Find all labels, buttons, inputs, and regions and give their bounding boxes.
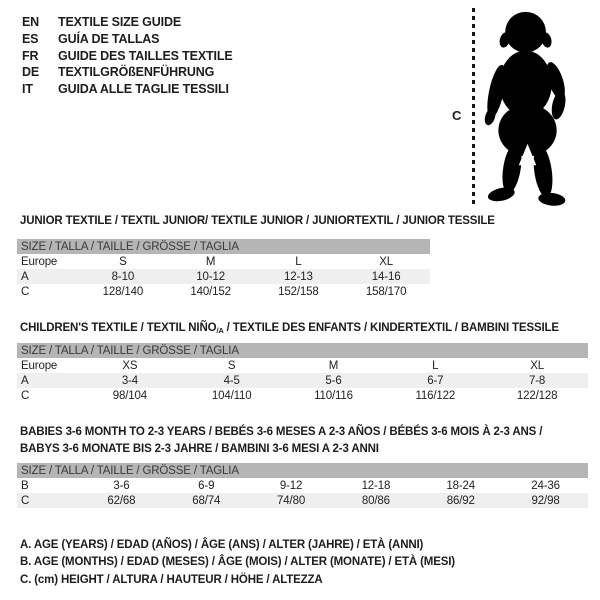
language-code: ES xyxy=(22,32,39,47)
table-cell: L xyxy=(295,255,302,268)
table-cell: 7-8 xyxy=(486,373,588,388)
table-row xyxy=(17,373,588,388)
children-size-table xyxy=(17,343,588,403)
legend-footnotes xyxy=(20,537,455,589)
babies-size-table xyxy=(17,463,588,508)
row-label: B xyxy=(21,479,29,492)
table-cell: 110/116 xyxy=(314,389,353,402)
language-code: DE xyxy=(22,65,40,80)
children-title-subscript: /A xyxy=(216,326,224,335)
table-cell: 4-5 xyxy=(181,373,283,388)
language-row xyxy=(22,81,233,98)
row-label: C xyxy=(21,389,30,402)
table-cell: L xyxy=(432,359,439,372)
language-row xyxy=(22,14,233,31)
table-cell: 12-13 xyxy=(255,269,343,284)
table-cell: 9-12 xyxy=(279,479,303,492)
language-code: EN xyxy=(22,15,40,30)
table-cell: 116/122 xyxy=(415,389,456,402)
language-title: GUÍA DE TALLAS xyxy=(58,32,160,47)
height-measure-label: C xyxy=(452,108,462,123)
size-header-bar: SIZE / TALLA / TAILLE / GRÖSSE / TAGLIA xyxy=(17,239,430,254)
language-code: FR xyxy=(22,48,39,63)
table-cell: 158/170 xyxy=(365,285,407,298)
table-row xyxy=(17,358,588,373)
table-cell: 152/158 xyxy=(278,285,319,298)
table-cell: M xyxy=(328,359,339,372)
language-title-list xyxy=(22,14,233,97)
table-cell: 122/128 xyxy=(516,389,558,402)
children-title-text: CHILDREN'S TEXTILE / TEXTIL NIÑO xyxy=(20,322,217,334)
language-title: TEXTILE SIZE GUIDE xyxy=(58,15,182,30)
table-cell: 10-12 xyxy=(167,269,255,284)
table-row xyxy=(17,478,588,493)
baby-silhouette-icon xyxy=(477,5,579,210)
table-cell: 92/98 xyxy=(503,493,588,508)
language-title: GUIDE DES TAILLES TEXTILE xyxy=(58,48,233,63)
table-cell: 24-36 xyxy=(531,479,560,492)
table-row xyxy=(17,388,588,403)
size-header-bar: SIZE / TALLA / TAILLE / GRÖSSE / TAGLIA xyxy=(17,343,588,358)
row-label: Europe xyxy=(21,359,58,372)
table-cell: 12-18 xyxy=(361,479,391,492)
language-code: IT xyxy=(22,82,33,97)
size-header-bar: SIZE / TALLA / TAILLE / GRÖSSE / TAGLIA xyxy=(17,463,588,478)
babies-title-line2: BABYS 3-6 MONATE BIS 2-3 JAHRE / BAMBINI 3-6 MESI A 2-3 ANNI xyxy=(20,443,379,455)
row-label: A xyxy=(17,373,79,388)
language-row xyxy=(22,64,233,81)
table-cell: 140/152 xyxy=(190,285,231,298)
table-cell: 14-16 xyxy=(342,269,430,284)
table-row xyxy=(17,254,430,269)
table-cell: 5-6 xyxy=(283,373,385,388)
table-cell: 18-24 xyxy=(446,479,476,492)
table-cell: XS xyxy=(122,359,138,372)
table-cell: 62/68 xyxy=(79,493,164,508)
table-cell: 8-10 xyxy=(79,269,167,284)
table-cell: 6-7 xyxy=(384,373,486,388)
table-cell: S xyxy=(227,359,236,372)
table-row xyxy=(17,284,430,299)
table-cell: XL xyxy=(379,255,394,268)
height-dashed-line xyxy=(472,8,475,207)
footnote-height-cm: C. (cm) HEIGHT / ALTURA / HAUTEUR / HÖHE / ALTEZZA xyxy=(20,573,323,586)
table-cell: 68/74 xyxy=(164,493,249,508)
table-cell: 3-6 xyxy=(113,479,130,492)
table-cell: 6-9 xyxy=(198,479,215,492)
babies-section-title xyxy=(20,424,542,458)
junior-section-title: JUNIOR TEXTILE / TEXTIL JUNIOR/ TEXTILE JUNIOR / JUNIORTEXTIL / JUNIOR TESSILE xyxy=(20,215,495,227)
table-cell: S xyxy=(119,255,127,268)
table-cell: 128/140 xyxy=(102,285,144,298)
language-row xyxy=(22,47,233,64)
table-cell: 104/110 xyxy=(211,389,252,402)
footnote-age-months: B. AGE (MONTHS) / EDAD (MESES) / ÂGE (MOIS) / ALTER (MONATE) / ETÀ (MESI) xyxy=(20,556,455,569)
table-row xyxy=(17,269,430,284)
table-cell: 3-4 xyxy=(79,373,181,388)
table-cell: 98/104 xyxy=(112,389,148,402)
junior-size-table xyxy=(17,239,430,299)
row-label: C xyxy=(17,493,79,508)
table-cell: 80/86 xyxy=(333,493,418,508)
row-label: Europe xyxy=(21,255,58,268)
table-cell: 74/80 xyxy=(249,493,334,508)
row-label: C xyxy=(21,285,30,298)
table-cell: M xyxy=(205,255,216,268)
babies-title-line1: BABIES 3-6 MONTH TO 2-3 YEARS / BEBÉS 3-6 MESES A 2-3 AÑOS / BÉBÉS 3-6 MOIS À 2-3 ANS / xyxy=(20,426,543,438)
table-cell: 86/92 xyxy=(418,493,503,508)
language-row xyxy=(22,31,233,48)
language-title: GUIDA ALLE TAGLIE TESSILI xyxy=(58,82,229,97)
row-label: A xyxy=(17,269,79,284)
children-title-text: / TEXTILE DES ENFANTS / KINDERTEXTIL / BAMBINI TESSILE xyxy=(223,322,559,334)
table-cell: XL xyxy=(530,359,544,372)
language-title: TEXTILGRÖßENFÜHRUNG xyxy=(58,65,215,80)
children-section-title xyxy=(20,322,559,335)
table-row xyxy=(17,493,588,508)
footnote-age-years: A. AGE (YEARS) / EDAD (AÑOS) / ÂGE (ANS) / ALTER (JAHRE) / ETÀ (ANNI) xyxy=(20,539,424,551)
